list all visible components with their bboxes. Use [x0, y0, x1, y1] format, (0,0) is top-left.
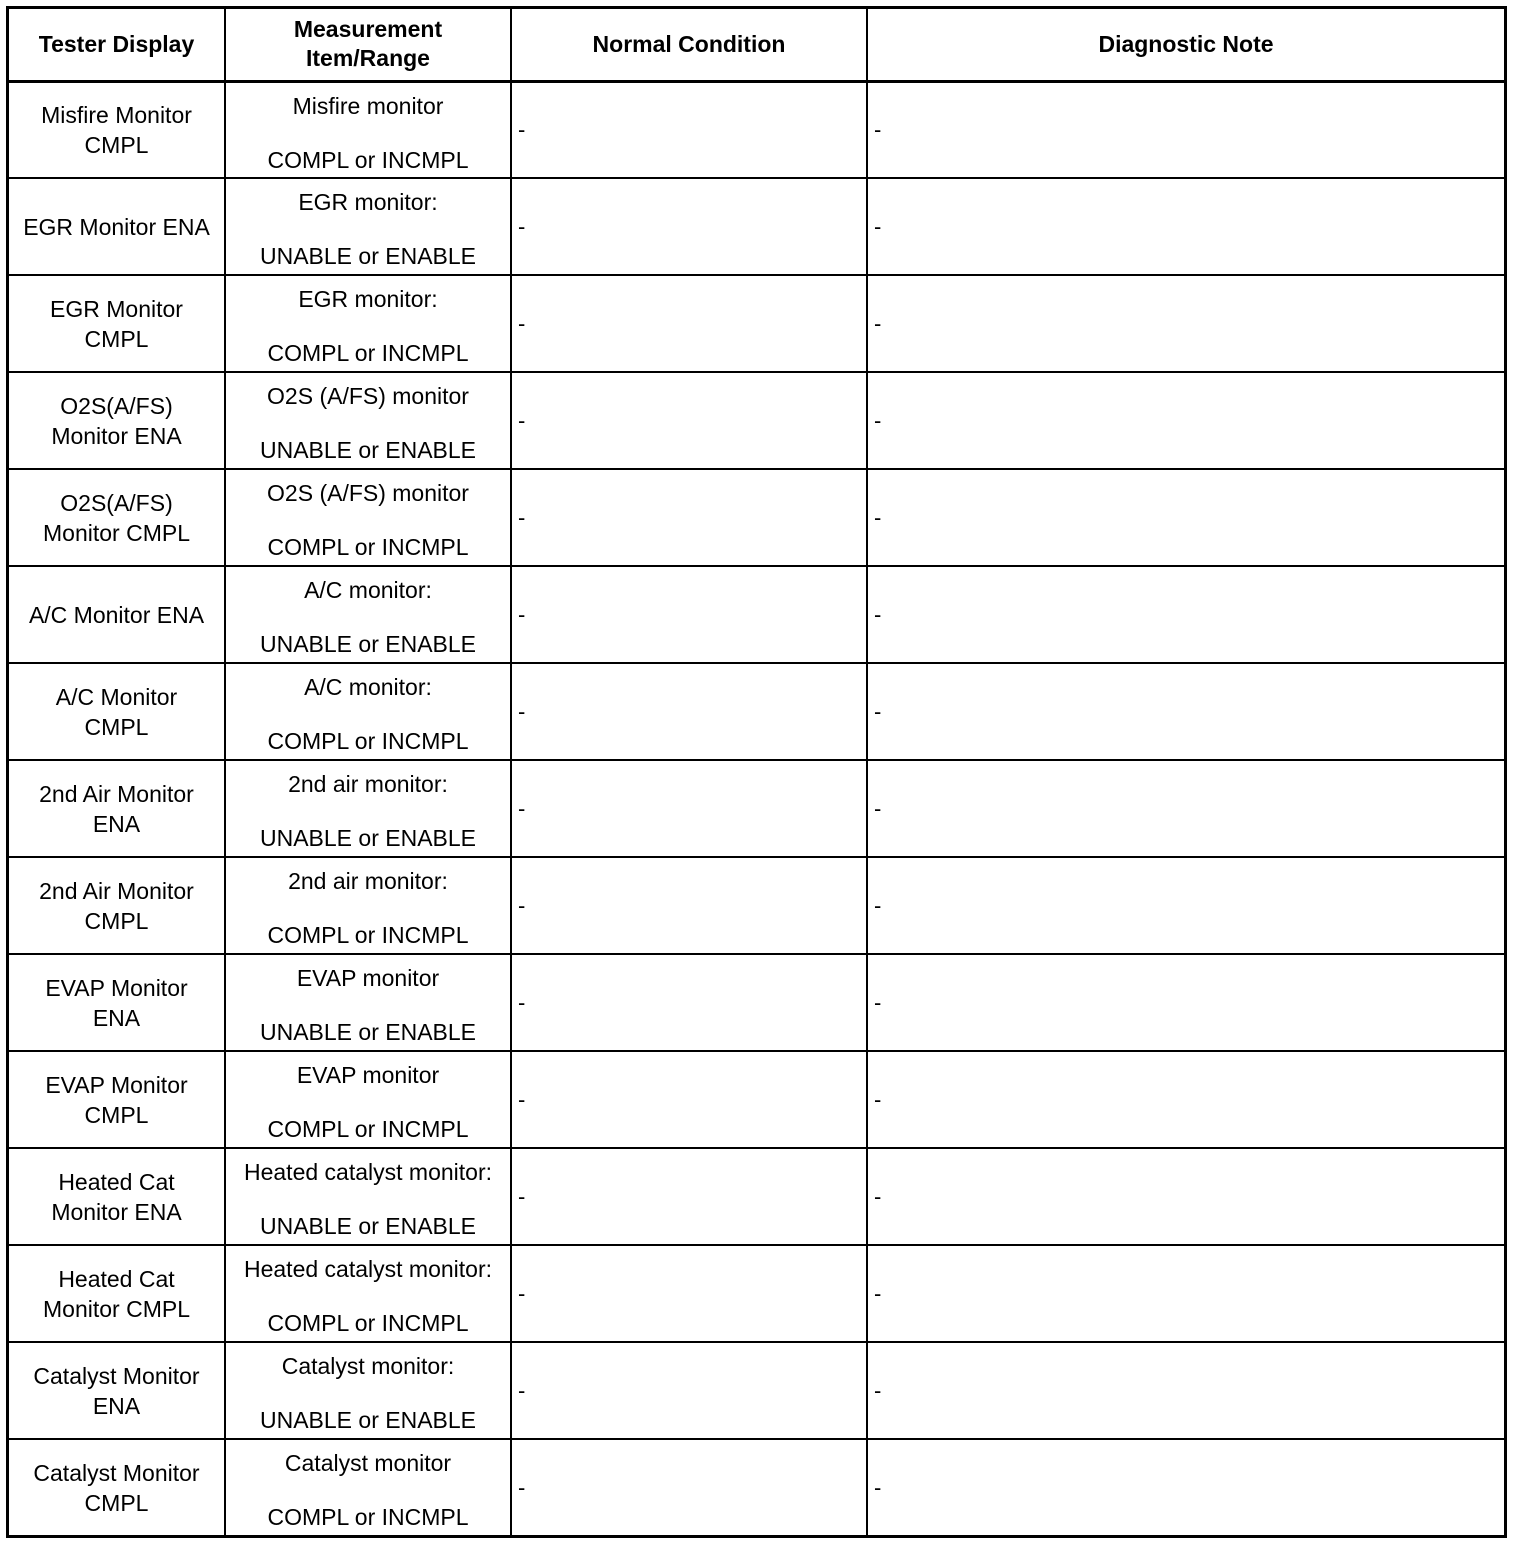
tester-display-line2: CMPL — [84, 1490, 149, 1516]
table-row — [9, 372, 1504, 469]
tester-display-line1: O2S(A/FS) — [60, 489, 173, 516]
diagnostic-note-cell: - — [867, 1245, 1504, 1342]
header-tester-display: Tester Display — [9, 9, 225, 81]
measurement-cell — [225, 275, 511, 372]
measurement-item-label: Heated catalyst monitor: — [243, 1256, 492, 1282]
table-row — [9, 1051, 1504, 1148]
normal-condition-cell: - — [511, 954, 867, 1051]
measurement-item-label: O2S (A/FS) monitor — [267, 383, 469, 409]
measurement-cell — [225, 566, 511, 663]
header-normal-condition: Normal Condition — [511, 9, 867, 81]
tester-display-line2: Monitor CMPL — [43, 1295, 190, 1322]
tester-display-line1: 2nd Air Monitor — [39, 877, 194, 904]
table-row — [9, 275, 1504, 372]
tester-display-line1: 2nd Air Monitor — [39, 780, 194, 807]
measurement-cell — [225, 663, 511, 760]
diagnostic-note-cell: - — [867, 857, 1504, 954]
normal-condition-cell: - — [511, 566, 867, 663]
tester-display-line1: EGR Monitor — [50, 295, 183, 322]
diagnostic-note-cell: - — [867, 372, 1504, 469]
measurement-cell — [225, 760, 511, 857]
normal-condition-cell: - — [511, 1439, 867, 1536]
tester-display-line2: CMPL — [84, 325, 149, 352]
tester-display-line2: ENA — [92, 1392, 141, 1419]
tester-display-cell — [9, 1342, 225, 1439]
tester-display-line2: CMPL — [84, 1101, 149, 1128]
table-row — [9, 954, 1504, 1051]
tester-display-cell — [9, 566, 225, 663]
table-body — [9, 81, 1504, 1536]
tester-display-line1: A/C Monitor ENA — [28, 601, 205, 628]
measurement-range: UNABLE or ENABLE — [259, 1407, 477, 1433]
normal-condition-cell: - — [511, 81, 867, 178]
measurement-cell — [225, 954, 511, 1051]
measurement-cell — [225, 178, 511, 275]
header-diagnostic-note: Diagnostic Note — [867, 9, 1504, 81]
diagnostic-note-cell: - — [867, 275, 1504, 372]
diagnostic-note-cell: - — [867, 760, 1504, 857]
tester-display-line1: EGR Monitor ENA — [23, 213, 210, 240]
table-row — [9, 1439, 1504, 1536]
tester-display-cell — [9, 857, 225, 954]
measurement-item-label: EVAP monitor — [296, 1062, 440, 1088]
measurement-cell — [225, 81, 511, 178]
tester-display-cell — [9, 469, 225, 566]
measurement-cell — [225, 1148, 511, 1245]
tester-display-cell — [9, 663, 225, 760]
normal-condition-cell: - — [511, 1051, 867, 1148]
normal-condition-cell: - — [511, 1245, 867, 1342]
table-row — [9, 1342, 1504, 1439]
table-header-row — [9, 9, 1504, 81]
measurement-range: COMPL or INCMPL — [267, 1116, 469, 1142]
tester-display-line1: Heated Cat — [58, 1265, 175, 1292]
tester-display-line1: Catalyst Monitor — [33, 1460, 200, 1486]
tester-display-line2: CMPL — [84, 131, 149, 158]
measurement-item-label: Heated catalyst monitor: — [243, 1159, 492, 1185]
measurement-range: COMPL or INCMPL — [267, 1310, 469, 1336]
monitor-status-table-container — [6, 6, 1507, 1538]
measurement-cell — [225, 1342, 511, 1439]
measurement-cell — [225, 372, 511, 469]
table-row — [9, 663, 1504, 760]
measurement-range: UNABLE or ENABLE — [259, 1019, 477, 1045]
normal-condition-cell: - — [511, 275, 867, 372]
header-measurement-item-range — [225, 9, 511, 81]
tester-display-line1: Catalyst Monitor — [33, 1362, 200, 1389]
diagnostic-note-cell: - — [867, 1051, 1504, 1148]
tester-display-line1: Heated Cat — [58, 1168, 175, 1195]
tester-display-cell — [9, 81, 225, 178]
monitor-status-table — [9, 9, 1504, 1536]
diagnostic-note-cell: - — [867, 954, 1504, 1051]
measurement-range: COMPL or INCMPL — [267, 340, 469, 366]
measurement-cell — [225, 1439, 511, 1536]
measurement-range: COMPL or INCMPL — [267, 922, 469, 948]
tester-display-cell — [9, 760, 225, 857]
normal-condition-cell: - — [511, 1148, 867, 1245]
measurement-cell — [225, 469, 511, 566]
tester-display-line2: ENA — [92, 1004, 141, 1031]
tester-display-line2: CMPL — [84, 713, 149, 740]
measurement-item-label: 2nd air monitor: — [288, 771, 448, 797]
diagnostic-note-cell: - — [867, 1439, 1504, 1536]
measurement-range: COMPL or INCMPL — [267, 146, 469, 173]
measurement-cell — [225, 1051, 511, 1148]
tester-display-line2: Monitor CMPL — [43, 519, 190, 546]
table-row — [9, 1148, 1504, 1245]
measurement-range: COMPL or INCMPL — [267, 534, 469, 560]
table-row — [9, 1245, 1504, 1342]
table-row — [9, 760, 1504, 857]
diagnostic-note-cell: - — [867, 81, 1504, 178]
diagnostic-note-cell: - — [867, 469, 1504, 566]
tester-display-cell — [9, 1148, 225, 1245]
normal-condition-cell: - — [511, 372, 867, 469]
header-measurement-line2: Item/Range — [306, 45, 430, 72]
measurement-item-label: Misfire monitor — [292, 92, 444, 119]
diagnostic-note-cell: - — [867, 1148, 1504, 1245]
diagnostic-note-cell: - — [867, 178, 1504, 275]
measurement-item-label: Catalyst monitor — [284, 1450, 452, 1476]
tester-display-cell — [9, 1051, 225, 1148]
table-row — [9, 469, 1504, 566]
tester-display-line2: Monitor ENA — [51, 1198, 182, 1225]
tester-display-cell — [9, 1439, 225, 1536]
normal-condition-cell: - — [511, 1342, 867, 1439]
diagnostic-note-cell: - — [867, 663, 1504, 760]
tester-display-line2: ENA — [92, 810, 141, 837]
tester-display-cell — [9, 1245, 225, 1342]
table-row — [9, 566, 1504, 663]
tester-display-line1: EVAP Monitor — [45, 974, 188, 1001]
measurement-range: COMPL or INCMPL — [267, 1504, 469, 1530]
measurement-range: COMPL or INCMPL — [267, 728, 469, 754]
tester-display-line1: A/C Monitor — [55, 683, 178, 710]
measurement-range: UNABLE or ENABLE — [259, 631, 477, 657]
measurement-range: UNABLE or ENABLE — [259, 243, 477, 269]
measurement-item-label: EGR monitor: — [298, 286, 438, 312]
tester-display-cell — [9, 954, 225, 1051]
measurement-item-label: A/C monitor: — [304, 674, 432, 700]
normal-condition-cell: - — [511, 857, 867, 954]
header-measurement-line1: Measurement — [293, 16, 443, 43]
normal-condition-cell: - — [511, 760, 867, 857]
tester-display-cell — [9, 178, 225, 275]
measurement-item-label: O2S (A/FS) monitor — [267, 480, 469, 506]
tester-display-line1: O2S(A/FS) — [60, 392, 173, 419]
measurement-item-label: Catalyst monitor: — [281, 1353, 455, 1379]
measurement-item-label: A/C monitor: — [304, 577, 432, 603]
table-row — [9, 178, 1504, 275]
measurement-range: UNABLE or ENABLE — [259, 825, 477, 851]
tester-display-line1: EVAP Monitor — [45, 1071, 188, 1098]
measurement-cell — [225, 1245, 511, 1342]
diagnostic-note-cell: - — [867, 1342, 1504, 1439]
measurement-item-label: 2nd air monitor: — [288, 868, 448, 894]
tester-display-line1: Misfire Monitor — [41, 101, 192, 128]
normal-condition-cell: - — [511, 178, 867, 275]
tester-display-cell — [9, 275, 225, 372]
measurement-item-label: EGR monitor: — [298, 189, 438, 215]
diagnostic-note-cell: - — [867, 566, 1504, 663]
normal-condition-cell: - — [511, 469, 867, 566]
measurement-range: UNABLE or ENABLE — [259, 1213, 477, 1239]
measurement-range: UNABLE or ENABLE — [259, 437, 477, 463]
tester-display-line2: Monitor ENA — [51, 422, 182, 449]
measurement-item-label: EVAP monitor — [296, 965, 440, 991]
tester-display-cell — [9, 372, 225, 469]
table-row — [9, 81, 1504, 178]
normal-condition-cell: - — [511, 663, 867, 760]
measurement-cell — [225, 857, 511, 954]
tester-display-line2: CMPL — [84, 907, 149, 934]
table-row — [9, 857, 1504, 954]
